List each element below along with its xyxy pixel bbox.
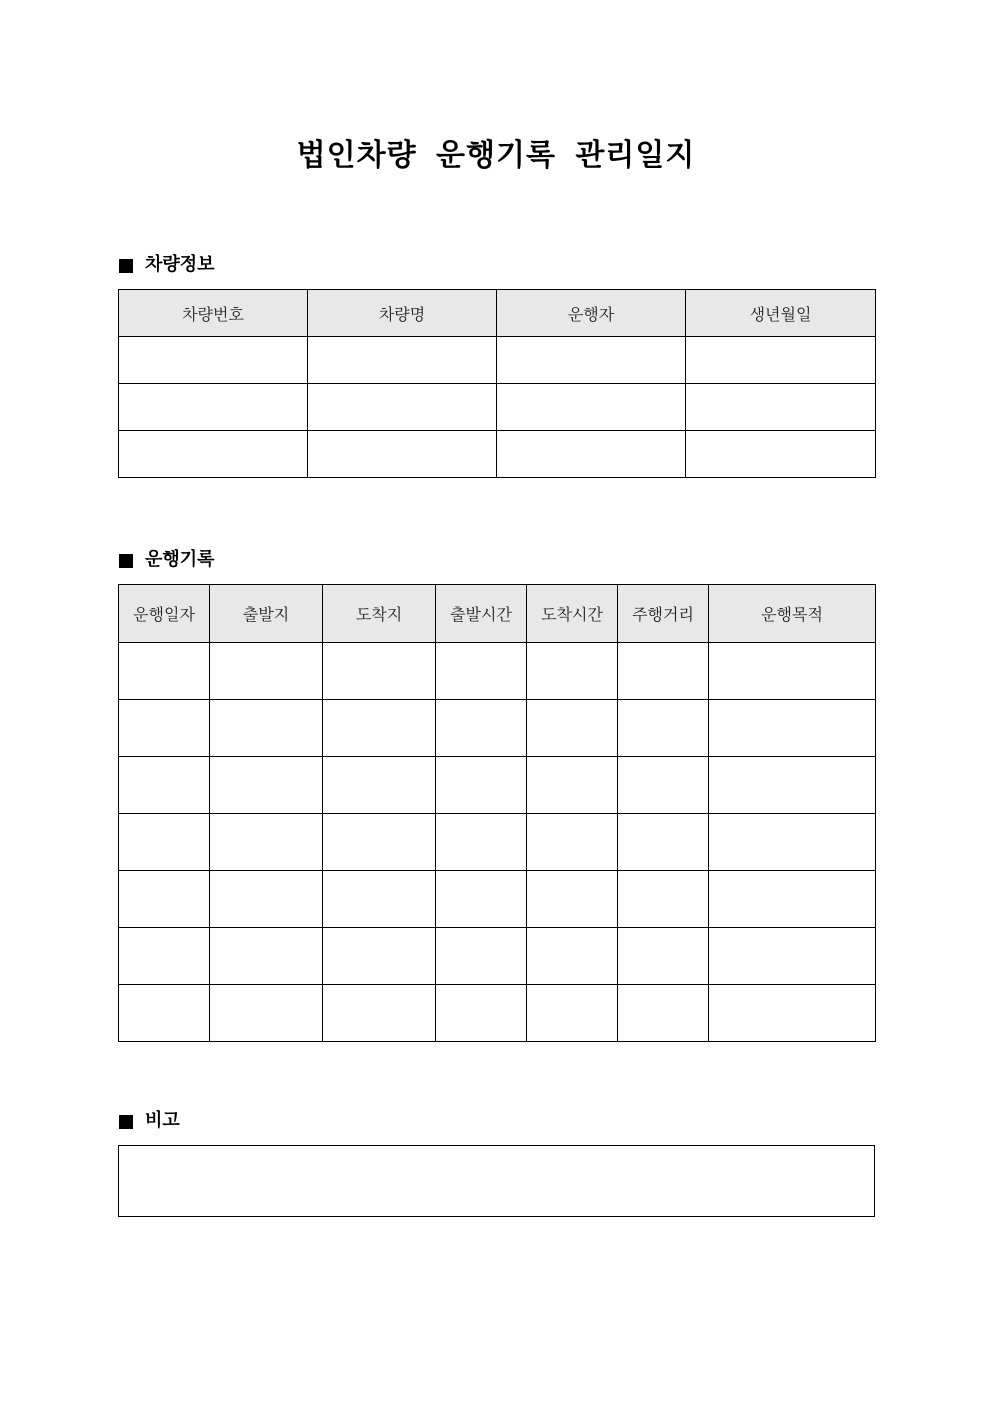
- purpose-cell[interactable]: [709, 871, 876, 928]
- purpose-cell[interactable]: [709, 985, 876, 1042]
- table-row: [119, 928, 876, 985]
- departure-cell[interactable]: [210, 985, 323, 1042]
- distance-cell[interactable]: [618, 757, 709, 814]
- document-title: 법인차량 운행기록 관리일지: [296, 138, 696, 173]
- departure-time-cell[interactable]: [436, 871, 527, 928]
- arrival-time-cell[interactable]: [527, 928, 618, 985]
- arrival-time-cell[interactable]: [527, 700, 618, 757]
- table-row: [119, 700, 876, 757]
- departure-time-cell[interactable]: [436, 985, 527, 1042]
- purpose-cell[interactable]: [709, 700, 876, 757]
- departure-cell[interactable]: [210, 814, 323, 871]
- drive-date-cell[interactable]: [119, 757, 210, 814]
- drive-date-cell[interactable]: [119, 985, 210, 1042]
- column-header-departure-time: 출발시간: [436, 585, 527, 643]
- distance-cell[interactable]: [618, 928, 709, 985]
- column-header-arrival-time: 도착시간: [527, 585, 618, 643]
- column-header-destination: 도착지: [323, 585, 436, 643]
- table-row: [119, 757, 876, 814]
- column-header-driver: 운행자: [497, 290, 686, 337]
- vehicle-info-table: [118, 289, 876, 478]
- departure-cell[interactable]: [210, 700, 323, 757]
- drive-date-cell[interactable]: [119, 643, 210, 700]
- destination-cell[interactable]: [323, 985, 436, 1042]
- destination-cell[interactable]: [323, 757, 436, 814]
- departure-time-cell[interactable]: [436, 814, 527, 871]
- section-heading-remarks: [119, 1109, 180, 1133]
- vehicle-number-cell[interactable]: [119, 337, 308, 384]
- black-square-icon: [119, 1115, 133, 1129]
- vehicle-name-cell[interactable]: [308, 337, 497, 384]
- section-heading-driving-log: [119, 548, 215, 572]
- driving-log-table: [118, 584, 876, 1042]
- section-heading-label: 비고: [145, 1110, 180, 1131]
- distance-cell[interactable]: [618, 985, 709, 1042]
- driver-cell[interactable]: [497, 431, 686, 478]
- birth-date-cell[interactable]: [686, 384, 876, 431]
- distance-cell[interactable]: [618, 814, 709, 871]
- table-row: [119, 431, 876, 478]
- arrival-time-cell[interactable]: [527, 814, 618, 871]
- driver-cell[interactable]: [497, 384, 686, 431]
- black-square-icon: [119, 259, 133, 273]
- table-row: [119, 814, 876, 871]
- table-row: [119, 985, 876, 1042]
- table-header-row: [119, 290, 876, 337]
- departure-time-cell[interactable]: [436, 757, 527, 814]
- departure-cell[interactable]: [210, 871, 323, 928]
- remarks-field[interactable]: [118, 1145, 875, 1217]
- departure-cell[interactable]: [210, 928, 323, 985]
- vehicle-name-cell[interactable]: [308, 431, 497, 478]
- purpose-cell[interactable]: [709, 643, 876, 700]
- drive-date-cell[interactable]: [119, 814, 210, 871]
- section-heading-label: 차량정보: [145, 254, 215, 275]
- drive-date-cell[interactable]: [119, 928, 210, 985]
- departure-time-cell[interactable]: [436, 643, 527, 700]
- arrival-time-cell[interactable]: [527, 871, 618, 928]
- destination-cell[interactable]: [323, 700, 436, 757]
- distance-cell[interactable]: [618, 643, 709, 700]
- destination-cell[interactable]: [323, 928, 436, 985]
- table-row: [119, 337, 876, 384]
- birth-date-cell[interactable]: [686, 337, 876, 384]
- table-row: [119, 643, 876, 700]
- destination-cell[interactable]: [323, 814, 436, 871]
- birth-date-cell[interactable]: [686, 431, 876, 478]
- vehicle-name-cell[interactable]: [308, 384, 497, 431]
- distance-cell[interactable]: [618, 871, 709, 928]
- driver-cell[interactable]: [497, 337, 686, 384]
- departure-time-cell[interactable]: [436, 700, 527, 757]
- arrival-time-cell[interactable]: [527, 757, 618, 814]
- column-header-purpose: 운행목적: [709, 585, 876, 643]
- section-heading-vehicle-info: [119, 253, 215, 277]
- column-header-drive-date: 운행일자: [119, 585, 210, 643]
- purpose-cell[interactable]: [709, 814, 876, 871]
- column-header-vehicle-number: 차량번호: [119, 290, 308, 337]
- column-header-birth-date: 생년월일: [686, 290, 876, 337]
- column-header-vehicle-name: 차량명: [308, 290, 497, 337]
- column-header-departure: 출발지: [210, 585, 323, 643]
- drive-date-cell[interactable]: [119, 700, 210, 757]
- vehicle-number-cell[interactable]: [119, 384, 308, 431]
- distance-cell[interactable]: [618, 700, 709, 757]
- table-header-row: [119, 585, 876, 643]
- departure-time-cell[interactable]: [436, 928, 527, 985]
- arrival-time-cell[interactable]: [527, 643, 618, 700]
- drive-date-cell[interactable]: [119, 871, 210, 928]
- departure-cell[interactable]: [210, 643, 323, 700]
- black-square-icon: [119, 554, 133, 568]
- purpose-cell[interactable]: [709, 757, 876, 814]
- destination-cell[interactable]: [323, 871, 436, 928]
- column-header-distance: 주행거리: [618, 585, 709, 643]
- destination-cell[interactable]: [323, 643, 436, 700]
- purpose-cell[interactable]: [709, 928, 876, 985]
- vehicle-number-cell[interactable]: [119, 431, 308, 478]
- arrival-time-cell[interactable]: [527, 985, 618, 1042]
- section-heading-label: 운행기록: [145, 549, 215, 570]
- table-row: [119, 384, 876, 431]
- table-row: [119, 871, 876, 928]
- departure-cell[interactable]: [210, 757, 323, 814]
